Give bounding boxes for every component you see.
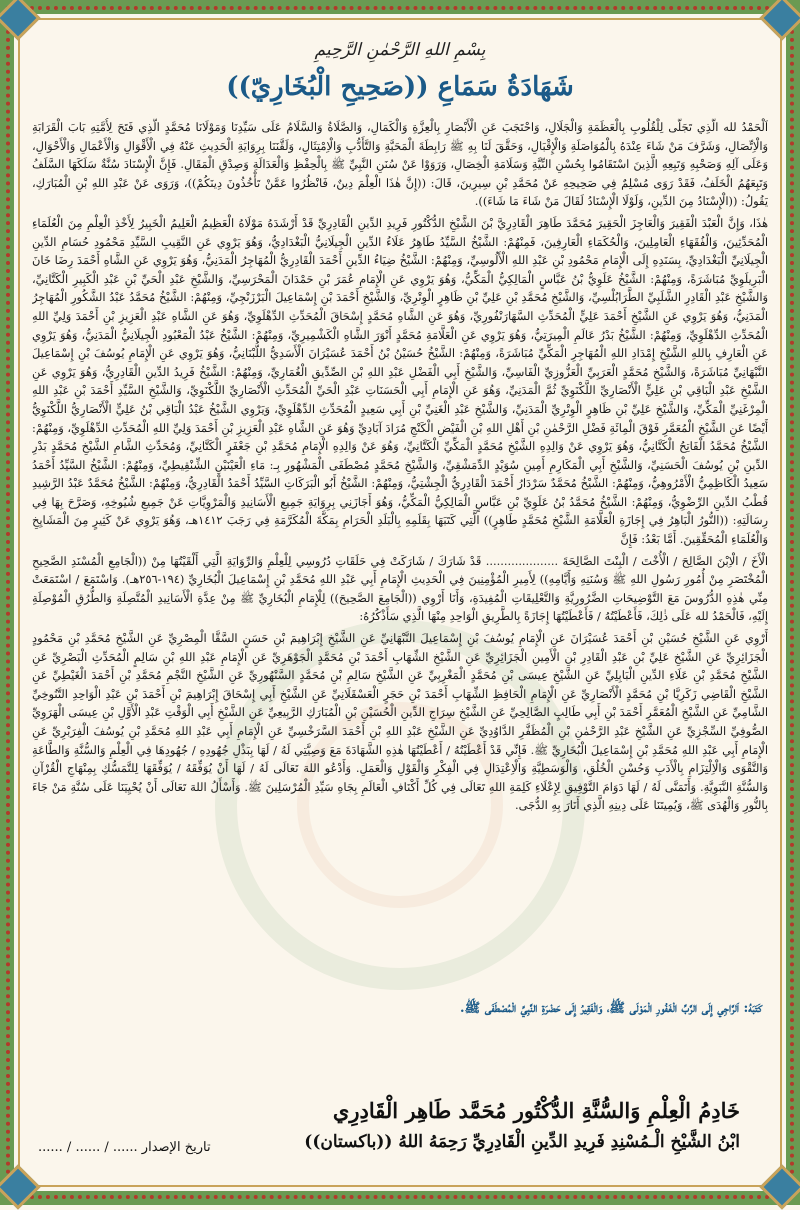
paragraph-1: اَلْحَمْدُ لله الَّذِي تَجَلَّى لِلْقُلُوبِ بِالْعَظَمَةِ وَالْجَلَالِ، وَاحْتَجَبَ عَنِ الْأَبْصَارِ بِالْعِزَّةِ وَالْكَمَالِ، وَالصَّلَاةُ وَالسَّلَامُ عَلَى سَيِّدِنَا وَمَوْلَانَا مُحَمَّدٍ الَّذِي فَتَحَ لِأُمَّتِهِ بَابَ الْقَرَابَةِ وَالْاِتِّصَالِ، وَشَرَّفَ مَنْ شَاءَ عِنْدَهُ بِالْمُوَاصَلَةِ وَالْإِقْبَالِ، وَحَقَّقَ لَنَا بِهِ ﷺ رَابِطَةَ الْمَحَبَّةِ وَالتَّأَدُّبِ وَالْاِمْتِثَالِ، وَلَقَّنَنَا بِرِوَايَةِ الْحَدِيثِ عَنْهُ فِي الْأَقْوَالِ وَالْأَعْمَالِ وَالْأَحْوَالِ، وَعَلَى آلِهِ وَصَحْبِهِ وَتَبِعِهِ الَّذِينَ اسْتَقَامُوا بِحُسْنِ النِّيَّةِ وَسَلَامَةِ الْخِصَالِ، وَرَوَوْا عَنْ سُنَنِ النَّبِيِّ ﷺ بِالْحِفْظِ وَالْعَدَالَةِ وَصِدْقِ الْمَقَالِ. فَإِنَّ الْإِسْنَادَ سُنَّةٌ سَلَكَهَا السَّلَفُ وَتَبِعَهُمُ الْخَلَفُ، فَقَدْ رَوَى مُسْلِمٌ فِي صَحِيحِهِ عَنْ مُحَمَّدِ بْنِ سِيرِينَ، قَالَ: ((إِنَّ هٰذَا الْعِلْمَ دِينٌ، فَانْظُرُوا عَمَّنْ تَأْخُذُونَ دِينَكُمْ))، وَرَوَى عَنْ عَبْدِ اللهِ بْنِ الْمُبَارَكِ، يَقُولُ: ((الْإِسْنَادُ مِنَ الدِّينِ، وَلَوْلَا الْإِسْنَادُ لَقَالَ مَنْ شَاءَ مَا شَاءَ)).: [32, 118, 768, 211]
paragraph-4: أَرْوِي عَنِ الشَّيْخِ حُسَيْنِ بْنِ أَحْمَدَ عُسَيْرَانَ عَنِ الْإِمَامِ يُوسُفَ بْنِ إِسْمَاعِيلَ النَّبْهَانِيِّ عَنِ الشَّيْخِ إِبْرَاهِيمَ بْنِ حَسَنٍ السَّقَّا الْمِصْرِيِّ عَنِ الشَّيْخِ مُحَمَّدِ بْنِ مَحْمُودٍ الْجَزَائِرِيِّ عَنِ الشَّيْخِ عَلِيِّ بْنِ عَبْدِ الْقَادِرِ بْنِ الْأَمِينِ الْجَزَائِرِيِّ عَنِ الشَّيْخِ الشِّهَابِ أَحْمَدَ بْنِ مُحَمَّدٍ الْجَوْهَرِيِّ عَنِ الْإِمَامِ عَبْدِ اللهِ بْنِ سَالِمٍ الْمُحَدِّثِ الْبَصْرِيِّ عَنِ الشَّيْخِ مُحَمَّدِ بْنِ عَلَاءِ الدِّينِ الْبَابِلِيِّ عَنِ الشَّيْخِ عِيسَى بْنِ مُحَمَّدٍ الْمَغْرِبِيِّ عَنِ الشَّيْخِ سَالِمِ بْنِ مُحَمَّدٍ السَّنْهُورِيِّ عَنِ الشَّيْخِ النَّجْمِ مُحَمَّدِ بْنِ أَحْمَدَ الْغَيْطِيِّ عَنِ الشَّيْخِ الْقَاضِي زَكَرِيَّا بْنِ مُحَمَّدٍ الْأَنْصَارِيِّ عَنِ الْإِمَامِ الْحَافِظِ الشِّهَابِ أَحْمَدَ بْنِ حَجَرٍ الْعَسْقَلَانِيِّ عَنِ الشَّيْخِ أَبِي إِسْحَاقَ إِبْرَاهِيمَ بْنِ أَحْمَدَ بْنِ عَبْدِ الْوَاحِدِ التَّنُوخِيِّ الشَّامِيِّ عَنِ الشَّيْخِ الْمُعَمَّرِ أَحْمَدَ بْنِ أَبِي طَالِبٍ الصَّالِحِيِّ عَنِ الشَّيْخِ سِرَاجِ الدِّينِ الْحُسَيْنِ بْنِ الْمُبَارَكِ الرَّبِيعِيِّ عَنِ الشَّيْخِ أَبِي الْوَقْتِ عَبْدِ الْأَوَّلِ بْنِ عِيسَى الْهَرَوِيِّ الصُّوفِيِّ السِّجْزِيِّ عَنِ الشَّيْخِ عَبْدِ الرَّحْمٰنِ بْنِ الْمُظَفَّرِ الدَّاوُدِيِّ عَنِ الشَّيْخِ عَبْدِ اللهِ بْنِ أَحْمَدَ السَّرَخْسِيِّ عَنِ الْإِمَامِ أَبِي عَبْدِ اللهِ مُحَمَّدِ بْنِ يُوسُفَ الْفِرَبْرِيِّ عَنِ الْإِمَامِ أَبِي عَبْدِ اللهِ مُحَمَّدِ بْنِ إِسْمَاعِيلَ الْبُخَارِيِّ ﷺ. فَإِنِّي قَدْ أَعْطَيْتُهُ / أَعْطَيْتُهَا هٰذِهِ الشَّهَادَةَ مَعَ وَصِيَّتِي لَهُ / لَهَا بِبَذْلِ جُهُودِهِ / جُهُودِهَا فِي الْعِلْمِ وَالسُّنَّةِ وَالطَّاعَةِ وَالتَّقْوَى وَالْاِلْتِزَامِ بِالْأَدَبِ وَحُسْنِ الْخُلُقِ، وَالْوَسَطِيَّةِ وَالْاِعْتِدَالِ فِي الْفِكْرِ وَالْقَوْلِ وَالْعَمَلِ. وَأَدْعُو اللهَ تَعَالَى لَهُ / لَهَا أَنْ يُوَفِّقَهُ / يُوَفِّقَهَا لِلتَّمَسُّكِ بِمِنْهَاجِ الْقُرْآنِ وَالسُّنَّةِ النَّبَوِيَّةِ. وَأَتَمَنَّى لَهُ / لَهَا دَوَامَ التَّوْفِيقِ لِإِعْلَاءِ كَلِمَةِ اللهِ تَعَالَى فِي كُلِّ أَكْنَافِ الْعَالَمِ بِجَاهِ سَيِّدِ الْمُرْسَلِينَ ﷺ. وَأَسْأَلُ اللهَ تَعَالَى أَنْ يُحْيِيَنَا عَلَى سُنَّةِ مَنْ جَاءَ بِالنُّورِ وَالْهُدَى ﷺ، وَيُمِيتَنَا عَلَى دِينِهِ الَّذِي أَنَارَ بِهِ الدُّجَى.: [32, 629, 768, 815]
basmala: بِسْمِ اللهِ الرَّحْمٰنِ الرَّحِيمِ: [0, 40, 800, 60]
paragraph-3: الْأَخَ / الْاِبْنَ الصَّالِحَ / الْأُخْتَ / الْبِنْتَ الصَّالِحَةَ .................... قَدْ شَارَكَ / شَارَكَتْ فِي حَلَقَاتِ دُرُوسِي لِلْعِلْمِ وَالرِّوَايَةِ الَّتِي أَلْقَيْتُهَا مِنْ ((الْجَامِعِ الْمُسْنَدِ الصَّحِيحِ الْمُخْتَصَرِ مِنْ أُمُورِ رَسُولِ اللهِ ﷺ وَسُنَنِهِ وَأَيَّامِهِ)) لِأَمِيرِ الْمُؤْمِنِينَ فِي الْحَدِيثِ الْإِمَامِ أَبِي عَبْدِ اللهِ مُحَمَّدِ بْنِ إِسْمَاعِيلَ الْبُخَارِيِّ (١٩٤-٢٥٦هـ). وَاسْتَمَعَ / اسْتَمَعَتْ مِنِّي هٰذِهِ الدُّرُوسَ مَعَ التَّوْضِيحَاتِ الضَّرُورِيَّةِ وَالتَّعْلِيقَاتِ الْمُفِيدَةِ، وَأَنَا أَرْوِي ((الْجَامِعَ الصَّحِيحَ)) لِلْإِمَامِ الْبُخَارِيِّ ﷺ مِنْ عِدَّةِ الْأَسَانِيدِ الْمُتَّصِلَةِ وَالطُّرُقِ الْمُوْصِلَةِ إِلَيْهِ، فَالْحَمْدُ لله عَلَى ذٰلِكَ، فَأَعْطَيْتُهُ / فَأَعْطَيْتُهَا إِجَازَةً بِالطَّرِيقِ الْوَاحِدِ مِنْهَا الَّذِي سَأَذْكُرُهُ:: [32, 552, 768, 626]
signature-name: ابْنُ الشَّيْخِ الْـمُسْنِدِ فَرِيدِ الدِّينِ الْقَادِرِيِّ رَحِمَهُ اللهُ ((باكستان)): [304, 1132, 740, 1152]
certificate-title: شَهَادَةُ سَمَاعِ ((صَحِيحِ الْبُخَارِيّ)): [0, 72, 800, 102]
issue-date: تاريخ الإصدار ...... / ...... / ......: [38, 1140, 211, 1155]
paragraph-2: هٰذَا، وَإِنَّ الْعَبْدَ الْفَقِيرَ وَالْعَاجِزَ الْحَقِيرَ مُحَمَّدَ طَاهِرَ الْقَادِرِيَّ بْنَ الشَّيْخِ الدُّكْتُورِ فَرِيدِ الدِّينِ الْقَادِرِيِّ قَدْ أَرْشَدَهُ مَوْلَاهُ الْعَظِيمُ الْعَلِيمُ الْخَبِيرُ لِأَخْذِ الْعِلْمِ مِنَ الْعُلَمَاءِ الْمُحَدِّثِينَ، وَالْفُقَهَاءِ الْعَامِلِينَ، وَالْحُكَمَاءِ الْعَارِفِينَ، فَمِنْهُمْ: الشَّيْخُ السَّيِّدُ طَاهِرُ عَلَاءُ الدِّينِ الْجِيلَانِيُّ الْبَغْدَادِيُّ، وَهُوَ يَرْوِي عَنِ النَّقِيبِ السَّيِّدِ مَحْمُودِ حُسَامِ الدِّينِ الْجِيلَانِيِّ الْبَغْدَادِيِّ، بِسَنَدِهِ إِلَى الْإِمَامِ مَحْمُودِ بْنِ عَبْدِ اللهِ الْأَلُوسِيِّ، وَمِنْهُمْ: الشَّيْخُ ضِيَاءُ الدِّينِ أَحْمَدَ الْقَادِرِيُّ الْمُهَاجِرُ الْمَدَنِيُّ، وَهُوَ يَرْوِي عَنِ الشَّاهِ أَحْمَدَ رِضَا خَانَ الْبَرِيلَوِيِّ مُبَاشَرَةً، وَمِنْهُمْ: الشَّيْخُ عَلَوِيُّ بْنُ عَبَّاسٍ الْمَالِكِيُّ الْمَكِّيُّ، وَهُوَ يَرْوِي عَنِ الْإِمَامِ عُمَرَ بْنِ حَمْدَانَ الْمَحْرَسِيِّ، وَالشَّيْخِ عَبْدِ الْحَيِّ بْنِ عَبْدِ الْكَبِيرِ الْكَتَّانِيِّ، وَالشَّيْخِ عَبْدِ الْقَادِرِ الشَّلَبِيِّ الطَّرَابُلْسِيِّ، وَالشَّيْخِ مُحَمَّدِ بْنِ عَلِيِّ بْنِ ظَاهِرٍ الْوِتْرِيِّ، وَالشَّيْخِ أَحْمَدَ بْنِ إِسْمَاعِيلَ الْبَرْزَنْجِيِّ، وَمِنْهُمْ: الشَّيْخُ مُحَمَّدُ عَبْدُ الشَّكُورِ الْمُهَاجِرُ الْمَدَنِيُّ، وَهُوَ يَرْوِي عَنِ الشَّيْخِ أَحْمَدَ عَلِيٍّ الْمُحَدِّثِ السَّهَارَنْفُورِيِّ، وَهُوَ عَنِ الشَّاهِ مُحَمَّدٍ إِسْحَاقَ الْمُحَدِّثِ الدِّهْلَوِيِّ، وَهُوَ عَنِ الشَّاهِ عَبْدِ الْعَزِيزِ بْنِ أَحْمَدَ وَلِيِّ اللهِ الْمُحَدِّثِ الدِّهْلَوِيِّ، وَمِنْهُمْ: الشَّيْخُ بَدْرُ عَالَمِ الْمِيرَتِيُّ، وَهُوَ يَرْوِي عَنِ الْعَلَّامَةِ مُحَمَّدٍ أَنْوَرَ الشَّاهِ الْكَشْمِيرِيِّ، وَمِنْهُمْ: الشَّيْخُ عَبْدُ الْمَعْبُودِ الْجِيلَانِيُّ الْمَدَنِيُّ، وَهُوَ يَرْوِي عَنِ الْعَارِفِ بِاللهِ الشَّيْخِ إِمْدَادِ اللهِ الْمُهَاجِرِ الْمَكِّيِّ مُبَاشَرَةً، وَمِنْهُمْ: الشَّيْخُ حُسَيْنُ بْنُ أَحْمَدَ عُسَيْرَانَ الْأَسَدِيُّ اللُّبْنَانِيُّ، وَهُوَ يَرْوِي عَنِ الْإِمَامِ يُوسُفَ بْنِ إِسْمَاعِيلَ النَّبْهَانِيِّ مُبَاشَرَةً، وَالشَّيْخِ مُحَمَّدٍ الْعَرَبِيِّ الْعَزُّوزِيِّ الْفَاسِيِّ، وَالشَّيْخِ أَبِي الْفَضْلِ عَبْدِ اللهِ بْنِ الصِّدِّيقِ الْغُمَارِيِّ، وَمِنْهُمْ: الشَّيْخُ فَرِيدُ الدِّينِ الْقَادِرِيُّ، وَهُوَ يَرْوِي عَنِ الشَّيْخِ عَبْدِ الْبَاقِي بْنِ عَلِيٍّ الْأَنْصَارِيِّ اللَّكْنَوِيِّ ثُمَّ الْمَدَنِيِّ، وَهُوَ عَنِ الْإِمَامِ أَبِي الْحَسَنَاتِ عَبْدِ الْحَيِّ الْمُحَدِّثِ الْأَنْصَارِيِّ اللَّكْنَوِيِّ، وَالشَّيْخِ السَّيِّدِ أَحْمَدَ بْنِ عَبْدِ اللهِ الْمِرْغَنِيِّ الْمَكِّيِّ، وَالشَّيْخِ عَلِيِّ بْنِ ظَاهِرٍ الْوِتْرِيِّ الْمَدَنِيِّ، وَالشَّيْخِ عَبْدِ الْغَنِيِّ بْنِ أَبِي سَعِيدٍ الْمُحَدِّثِ الدِّهْلَوِيِّ، وَيَرْوِي الشَّيْخُ عَبْدُ الْبَاقِي بْنُ عَلِيٍّ الْأَنْصَارِيُّ اللَّكْنَوِيُّ أَيْضًا عَنِ الشَّيْخِ الْمُعَمَّرِ فَوْقَ الْمِائَةِ فَضْلِ الرَّحْمٰنِ بْنِ أَهْلِ اللهِ بْنِ الْفَيْضِ الْكَنْجِ مُرَادَ آبَادِيِّ وَهُوَ عَنِ الشَّاهِ عَبْدِ الْعَزِيزِ بْنِ أَحْمَدَ وَلِيِّ اللهِ الْمُحَدِّثِ الدِّهْلَوِيِّ، وَمِنْهُمْ: الشَّيْخُ مُحَمَّدُ الْفَاتِحُ الْكَتَّانِيُّ، وَهُوَ يَرْوِي عَنْ وَالِدِهِ الشَّيْخِ مُحَمَّدٍ الْمَكِّيِّ الْكَتَّانِيِّ، وَهُوَ عَنْ وَالِدِهِ الْإِمَامِ مُحَمَّدِ بْنِ جَعْفَرٍ الْكَتَّانِيِّ، وَمُحَدِّثِ الشَّامِ الشَّيْخِ مُحَمَّدٍ بَدْرِ الدِّينِ بْنِ يُوسُفَ الْحَسَنِيِّ، وَالشَّيْخِ أَبِي الْمَكَارِمِ أَمِينِ سُوَيْدٍ الدِّمَشْقِيِّ، وَالشَّيْخِ مُحَمَّدٍ مُصْطَفَى الْمَشْهُورِ بِـ: مَاءِ الْعَيْنَيْنِ الشِّنْقِيطِيِّ، وَمِنْهُمْ: الشَّيْخُ السَّيِّدُ أَحْمَدُ سَعِيدُ الْكَاظِمِيُّ الْأَمْرُوهِيُّ، وَمِنْهُمْ: الشَّيْخُ مُحَمَّدٌ سَرْدَارُ أَحْمَدَ الْقَادِرِيُّ الْجِشْتِيُّ، وَمِنْهُمْ: الشَّيْخُ أَبُو الْبَرَكَاتِ السَّيِّدُ أَحْمَدُ الْقَادِرِيُّ، وَمِنْهُمْ: الشَّيْخُ مُحَمَّدٌ عَبْدُ الرَّشِيدِ قُطْبُ الدِّينِ الرِّضْوِيُّ، وَمِنْهُمْ: الشَّيْخُ مُحَمَّدُ بْنُ عَلَوِيِّ بْنِ عَبَّاسٍ الْمَالِكِيُّ الْمَكِّيُّ، وَهُوَ أَجَازَنِي بِرِوَايَةِ جَمِيعِ الْأَسَانِيدِ وَالْمَرْوِيَّاتِ عَنْ جَمِيعِ شُيُوخِهِ، وَصَرَّحَ بِهَا فِي رِسَالَتِهِ: ((النُّورُ الْبَاهِرُ فِي إِجَازَةِ الْعَلَّامَةِ الشَّيْخِ مُحَمَّدٍ طَاهِرٍ)) الَّتِي كَتَبَهَا بِقَلَمِهِ بِالْبَلَدِ الْحَرَامِ بِمَكَّةَ الْمُكَرَّمَةِ فِي رَجَبَ ١٤١٢هـ، وَهُوَ يَرْوِي عَنْ كَثِيرٍ مِنَ الْمَشَايِخِ وَالْعُلَمَاءِ الْمُحَقِّقِينَ. أَمَّا بَعْدُ: فَإِنَّ: [32, 214, 768, 549]
written-by-line: كَتَبَهُ: اَلرَّاجِي إِلَى الرَّبِّ الْغَفُورِ الْمَوْلَى ﷺ، وَالْفَقِيرُ إِلَى حَضْرَةِ النَّبِيِّ الْمُصْطَفَى ﷺ.: [460, 1000, 762, 1019]
signature-title: خَادِمُ الْعِلْمِ وَالسُّنَّةِ الدُّكْتُور مُحَمَّد طَاهِر الْقَادِرِي: [333, 1098, 740, 1123]
certificate-body: [32, 118, 768, 1038]
